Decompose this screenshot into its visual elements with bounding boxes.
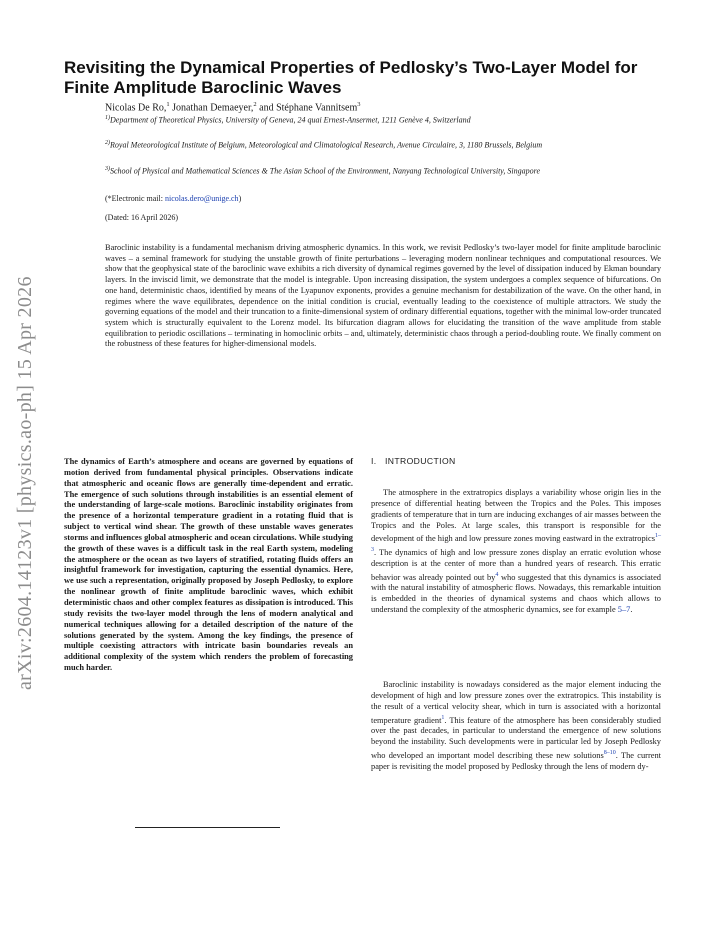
paragraph-text: . The current paper is revisiting the model proposed by Pedlosky through the lens of modern dy- (371, 750, 661, 771)
citation-link[interactable]: 8–10 (603, 749, 616, 756)
abstract: Baroclinic instability is a fundamental mechanism driving atmospheric dynamics. In this work, we revisit Pedlosky’s two-layer model for finite amplitude baroclinic waves – a seminal framework for studying the unstable growth of finite perturbations – leveraging modern nonlinear techniques and computational resources. We show that the geophysical state of the baroclinic wave exhibits a rich diversity of dynamical regimes governed by the level of dissipation induced by Ekman boundary layers. In the inviscid limit, we demonstrate that the model is integrable. Upon increasing dissipation, the system undergoes a complex sequence of bifurcations. On one hand, deterministic chaos, identified by means of the Lyapunov exponents, provides a genuine mechanism for destabilization of the wave. On the other hand, in regimes where the wave equilibrates, dependence on the initial condition is crucial, eventually leading to the coexistence of multiple attractors. We study the governing equations of the model and their truncation to a finite-dimensional system of ordinary differential equations, together with the minimal low-order truncated system which is structurally equivalent to the Lorenz model. Its bifurcation diagram allows for elucidating the transition of the wave amplitude from stable equilibration to periodic oscillations – terminating in homoclinic orbits – and, ultimately, deterministic chaos through a period-doubling route. We finally comment on the robustness of these features for higher-dimensional models. (105, 243, 661, 349)
affiliation-marker: 1) (105, 115, 110, 121)
affiliation-marker: 3) (105, 166, 110, 172)
paper-title: Revisiting the Dynamical Properties of Pedlosky’s Two-Layer Model for Finite Amplitude Baroclinic Waves (64, 58, 638, 97)
affiliation-text: Royal Meteorological Institute of Belgium, Meteorological and Climatological Research, Avenue Circulaire, 3, 1180 Brussels, Belgium (110, 140, 543, 150)
affiliation (105, 138, 665, 151)
date-line: (Dated: 16 April 2026) (105, 213, 179, 222)
section-heading (371, 456, 456, 466)
body-paragraph (371, 488, 661, 616)
author-name: Jonathan Demaeyer, (169, 102, 254, 114)
citation-link[interactable]: 1–3 (371, 533, 661, 554)
body-paragraph (371, 680, 661, 772)
affiliation-marker: 3 (357, 101, 361, 108)
affiliation-marker: 2) (105, 140, 110, 146)
citation-link[interactable]: 1 (441, 714, 445, 721)
arxiv-identifier: arXiv:2604.14123v1 [physics.ao-ph] 15 Apr 2026 (14, 276, 36, 690)
section-title: INTRODUCTION (384, 456, 456, 466)
citation-link[interactable]: 5–7 (617, 604, 631, 614)
paragraph-text: . (630, 604, 633, 614)
lead-paragraph: The dynamics of Earth’s atmosphere and oceans are governed by equations of motion derived from fundamental physical principles. Observations indicate that atmospheric and oceanic flows are generally time-dependent and erratic. The emergence of such solutions through instabilities is an essential element of the understanding of large-scale motions. Baroclinic instability originates from the presence of a horizontal temperature gradient in a rotating fluid that is subject to vertical wind shear. The growth of these unstable waves generates storms and influences global atmospheric and ocean circulations. While studying the growth of these waves is a difficult task in the real Earth system, modeling the atmosphere or the ocean as two layers of stratified, rotating fluids offers an insightful framework for investigation, capturing the essential dynamics. Here, we use such a representation, originally proposed by Joseph Pedlosky, to explore the nonlinear growth of finite amplitude baroclinic waves, which exhibit deterministic chaos and other complex features as dissipation is introduced. This study revisits the two-layer model through the lens of modern analytical and numerical techniques allowing for a detailed description of the nature of the solutions generated by the system. Among the key findings, the presence of multiple coexisting attractors with intricate basin boundaries reveals an additional complexity of the system which renders the problem of forecasting much harder. (64, 457, 353, 673)
paragraph-text: The atmosphere in the extratropics displays a variability whose origin lies in the presence of differential heating between the Tropics and the Poles. This imposes gradients of temperature that in turn are inducing exchanges of air masses between the Tropics and the Poles. At large scales, this transport is responsible for the development of the high and low pressure zones moving eastward in the extratropics (371, 488, 661, 544)
affiliation-text: School of Physical and Mathematical Sciences & The Asian School of the Environment, Nanyang Technological University, Singapore (110, 166, 541, 176)
paragraph-text: . The dynamics of high and low pressure zones display an erratic evolution whose description is at the center of more than a hundred years of research. This erratic behavior was already pointed out by (371, 547, 661, 582)
citation-link[interactable]: 4 (495, 571, 499, 578)
affiliation-text: Department of Theoretical Physics, University of Geneva, 24 quai Ernest-Ansermet, 1211 Genève 4, Switzerland (110, 115, 471, 125)
affiliation (105, 164, 665, 177)
paragraph-text: . This feature of the atmosphere has been considerably studied over the past decades, in particular to understand the emergence of new solutions beyond the instability. Such developments were in particular led by Joseph Pedlosky who developed an important model describing these new solutions (371, 715, 661, 760)
author-name: Nicolas De Ro, (105, 102, 167, 114)
divider (135, 827, 280, 828)
corresponding-email (105, 194, 241, 203)
affiliation-marker: 1 (166, 101, 170, 108)
email-link[interactable]: nicolas.dero@unige.ch (164, 194, 239, 203)
affiliation (105, 113, 665, 126)
paragraph-text: who suggested that this dynamics is associated with the natural instability of atmospheric flows. Nowadays, this remarkable intuition is embedded in the theories of dynamical systems and chaos which allows to understand the complexity of the atmospheric dynamics, see for example (371, 572, 661, 614)
affiliation-marker: 2 (253, 101, 257, 108)
section-number: I. (371, 456, 377, 466)
email-suffix: ) (238, 194, 242, 203)
author-name: and Stéphane Vannitsem (256, 102, 358, 114)
email-prefix: (*Electronic mail: (105, 194, 165, 203)
paragraph-text: Baroclinic instability is nowadays considered as the major element inducing the development of high and low pressure zones over the extratropics. This instability is the result of a vertical velocity shear, which in turn is associated with a horizontal temperature gradient (371, 680, 661, 725)
